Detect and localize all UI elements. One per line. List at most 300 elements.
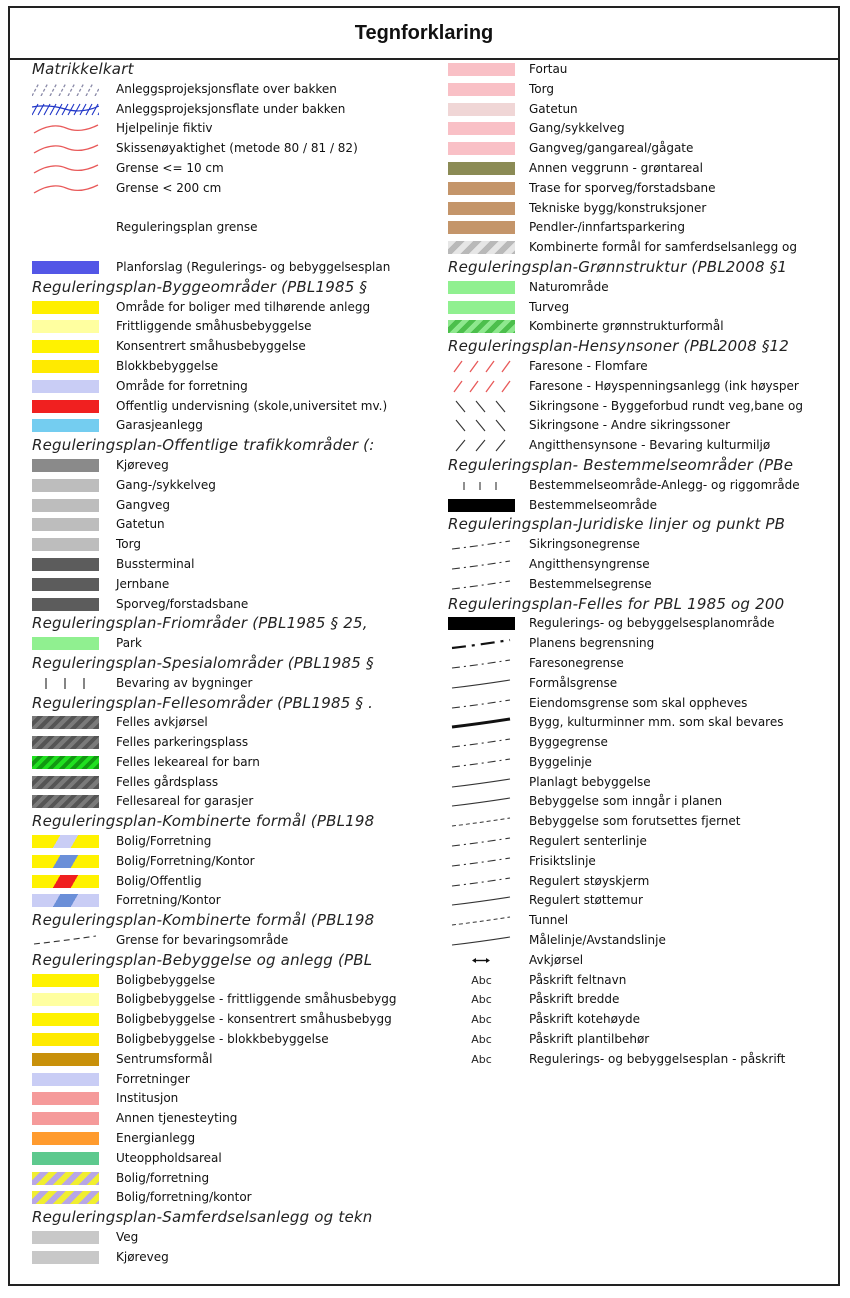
legend-line-symbol [32,122,99,135]
legend-item-bebyggelse-som-forutsettes-fjernet [438,812,840,832]
legend-item-label: Forretning/Kontor [116,893,221,908]
legend-swatch [32,578,99,591]
legend-line-symbol [448,716,515,729]
legend-item-kombinerte-gr-nnstrukturforma-l [438,317,840,337]
legend-line-symbol [448,479,515,492]
legend-item-garasjeanlegg [22,416,432,436]
legend-item-label: Faresone - Flomfare [529,358,648,373]
legend-swatch [32,301,99,314]
legend-section-heading: Matrikkelkart [32,60,134,78]
line-symbol-icon [448,657,515,670]
legend-item-label: Bevaring av bygninger [116,675,253,690]
legend-swatch [32,380,99,393]
legend-item-label: Angitthensynsone - Bevaring kulturmiljø [529,438,771,453]
legend-item-avkj-rsel [438,951,840,971]
legend-item-label: Område for boliger med tilhørende anlegg [116,299,371,314]
legend-section-heading: Reguleringsplan-Bebyggelse og anlegg (PBL [32,950,373,969]
legend-item-regulert-st-yskjerm [438,872,840,892]
legend-item-label: Avkjørsel [529,952,584,967]
legend-line-symbol [448,360,515,373]
legend-swatch [448,83,515,96]
legend-item-label: Påskrift kotehøyde [529,1012,641,1027]
legend-item-faresone-h-yspenningsanlegg-ink-h-ysper [438,377,840,397]
legend-item-label: Bolig/Forretning/Kontor [116,853,255,868]
line-symbol-icon [448,479,515,492]
line-symbol-icon [448,756,515,769]
line-symbol-icon [448,875,515,888]
legend-item-bolig-forretning-kontor [22,1188,432,1208]
legend-text-sample [448,1053,515,1066]
legend-item-label: Tekniske bygg/konstruksjoner [529,200,707,215]
legend-item-gangveg [22,496,432,516]
legend-text-sample [448,993,515,1006]
legend-item-label: Gang/sykkelveg [529,121,625,136]
legend-line-symbol [32,934,99,947]
line-symbol-icon [448,360,515,373]
legend-item-bevaring-av-bygninger [22,674,432,694]
legend-item-gangveg-gangareal-ga-gate [438,139,840,159]
line-symbol-icon [32,677,99,690]
legend-item-label: Kjøreveg [116,1249,169,1264]
legend-item-pa-skrift-feltnavn [438,971,840,991]
text-sample-label: Abc [471,973,492,987]
line-symbol-icon [32,83,99,96]
legend-item-trase-for-sporveg-forstadsbane [438,179,840,199]
legend-swatch [32,1092,99,1105]
legend-item-byggegrense [438,733,840,753]
legend-item-torg [438,80,840,100]
legend-item-label: Reguleringsplan grense [116,220,258,235]
legend-line-symbol [448,419,515,432]
legend-item-ma-lelinje-avstandslinje [438,931,840,951]
text-sample-label: Abc [471,1033,492,1047]
legend-item-fortau [438,60,840,80]
line-symbol-icon [32,934,99,947]
legend-swatch [448,182,515,195]
legend-section-heading: Reguleringsplan-Kombinerte formål (PBL198 [32,911,375,930]
legend-item-label: Boligbebyggelse - konsentrert småhusbebygg [116,1012,392,1027]
legend-line-symbol [448,637,515,650]
legend-item-label: Påskrift plantilbehør [529,1032,650,1047]
legend-line-symbol [448,756,515,769]
legend-item-gatetun [22,515,432,535]
legend-item-fellesareal-for-garasjer [22,792,432,812]
legend-item-label: Naturområde [529,279,609,294]
line-symbol-icon [448,815,515,828]
line-symbol-icon [32,162,99,175]
legend-item-hjelpelinje-fiktiv [22,119,432,139]
legend-item-gatetun [438,100,840,120]
legend-item-label: Institusjon [116,1091,179,1106]
legend-item-forretning-kontor [22,891,432,911]
legend-item-bussterminal [22,555,432,575]
legend-item-label: Faresonegrense [529,655,624,670]
legend-item-forma-lsgrense [438,674,840,694]
legend-item-label: Anleggsprojeksjonsflate over bakken [116,81,337,96]
line-symbol-icon [448,835,515,848]
legend-item-label: Forretninger [116,1071,190,1086]
legend-item-label: Byggegrense [529,735,608,750]
legend-section-heading: Reguleringsplan-Kombinerte formål (PBL198 [32,812,375,831]
text-sample-label: Abc [471,1052,492,1066]
legend-item-bestemmelseomra-de-anlegg-og-riggomra-de [438,476,840,496]
legend-swatch [32,598,99,611]
legend-section-heading: Reguleringsplan-Friområder (PBL1985 § 25, [32,614,368,633]
legend-item-energianlegg [22,1129,432,1149]
legend-item-bebyggelse-som-innga-r-i-planen [438,792,840,812]
legend-spacer [22,238,432,258]
legend-swatch [32,518,99,531]
legend-swatch [448,281,515,294]
line-symbol-icon [448,400,515,413]
legend-item-label: Bebyggelse som forutsettes fjernet [529,814,741,829]
legend-item-label: Boligbebyggelse - frittliggende småhusbebygg [116,992,397,1007]
legend-item-label: Torg [529,81,554,96]
legend-swatch [32,400,99,413]
line-symbol-icon [448,637,515,650]
legend-item-angitthensyngrense [438,555,840,575]
legend-item-label: Eiendomsgrense som skal oppheves [529,695,748,710]
legend-item-bestemmelsegrense [438,575,840,595]
legend-line-symbol [448,439,515,452]
legend-section-heading: Reguleringsplan-Felles for PBL 1985 og 200 [448,594,785,613]
legend-swatch [448,142,515,155]
legend-swatch [32,360,99,373]
legend-item-label: Bussterminal [116,556,195,571]
legend-item-omra-de-for-boliger-med-tilh-rende-anlegg [22,298,432,318]
legend-item-byggelinje [438,753,840,773]
legend-item-label: Bebyggelse som inngår i planen [529,794,723,809]
legend-item-label: Bolig/Offentlig [116,873,202,888]
legend-item-label: Konsentrert småhusbebyggelse [116,339,306,354]
line-symbol-icon [448,538,515,551]
legend-item-label: Blokkbebyggelse [116,358,219,373]
line-symbol-icon [448,380,515,393]
line-symbol-icon [448,894,515,907]
legend-hatch-swatch [32,1191,99,1204]
legend-line-symbol [448,934,515,947]
legend-item-frisiktslinje [438,852,840,872]
legend-item-label: Frittliggende småhusbebyggelse [116,319,312,334]
legend-line-symbol [448,795,515,808]
legend-column-right [438,60,840,1070]
legend-item-label: Boligbebyggelse [116,972,216,987]
legend-item-anleggsprojeksjonsflate-over-bakken [22,80,432,100]
legend-item-label: Sentrumsformål [116,1051,213,1066]
legend-empty-symbol [32,221,99,234]
legend-item-park [22,634,432,654]
legend-item-label: Hjelpelinje fiktiv [116,121,213,136]
legend-item-anleggsprojeksjonsflate-under-bakken [22,100,432,120]
legend-item-boligbebyggelse-blokkbebyggelse [22,1030,432,1050]
legend-item-label: Formålsgrense [529,675,618,690]
legend-section-heading: Reguleringsplan-Byggeområder (PBL1985 § [32,277,368,296]
legend-section-heading: Reguleringsplan-Spesialområder (PBL1985 § [32,653,374,672]
legend-item-faresonegrense [438,654,840,674]
legend-item-label: Gatetun [529,101,578,116]
legend-hatch-swatch [448,320,515,333]
legend-swatch [32,1152,99,1165]
legend-item-konsentrert-sma-husbebyggelse [22,337,432,357]
legend-frame [8,6,840,1286]
legend-item-bolig-forretning [22,832,432,852]
legend-item-label: Felles gårdsplass [116,774,219,789]
legend-item-label: Regulert støttemur [529,893,643,908]
legend-item-label: Torg [116,537,141,552]
legend-item-sikringsonegrense [438,535,840,555]
legend-swatch [448,617,515,630]
line-symbol-icon [448,439,515,452]
legend-item-label: Fellesareal for garasjer [116,794,254,809]
legend-item-grense-10-cm [22,159,432,179]
legend-item-label: Angitthensyngrense [529,556,650,571]
legend-line-symbol [448,736,515,749]
legend-line-symbol [448,657,515,670]
legend-item-label: Kjøreveg [116,457,169,472]
line-symbol-icon [448,578,515,591]
legend-item-label: Gatetun [116,517,165,532]
legend-item-label: Kombinerte formål for samferdselsanlegg og [529,240,798,255]
legend-item-label: Gangveg [116,497,170,512]
legend-item-annen-tjenesteyting [22,1109,432,1129]
text-sample-label: Abc [471,1013,492,1027]
legend-line-symbol [448,835,515,848]
legend-item-label: Anleggsprojeksjonsflate under bakken [116,101,346,116]
legend-item-skissen-yaktighet-metode-80-81-82 [22,139,432,159]
legend-line-symbol [448,697,515,710]
legend-item-label: Påskrift bredde [529,992,620,1007]
legend-item-boligbebyggelse-frittliggende-sma-husbebygg [22,990,432,1010]
legend-hatch-swatch [32,795,99,808]
legend-item-felles-parkeringsplass [22,733,432,753]
legend-swatch [32,459,99,472]
line-symbol-icon [448,716,515,729]
legend-section-heading: Reguleringsplan- Bestemmelseområder (PBe [448,455,794,474]
legend-item-naturomra-de [438,278,840,298]
legend-combo-swatch [32,894,99,907]
legend-section-heading: Reguleringsplan-Fellesområder (PBL1985 § . [32,693,374,712]
legend-item-blokkbebyggelse [22,357,432,377]
legend-hatch-swatch [32,776,99,789]
legend-item-label: Skissenøyaktighet (metode 80 / 81 / 82) [116,141,358,156]
text-sample-label: Abc [471,993,492,1007]
line-symbol-icon [448,558,515,571]
line-symbol-icon [448,419,515,432]
legend-line-symbol [448,875,515,888]
legend-column-left [22,60,432,1268]
legend-item-sentrumsforma-l [22,1050,432,1070]
legend-swatch [32,499,99,512]
legend-line-symbol [448,894,515,907]
legend-item-label: Område for forretning [116,378,248,393]
legend-line-symbol [448,815,515,828]
legend-item-bygg-kulturminner-mm-som-skal-bevares [438,713,840,733]
legend-item-offentlig-undervisning-skole-universitet-mv [22,397,432,417]
legend-item-label: Offentlig undervisning (skole,universitet mv.) [116,398,388,413]
legend-line-symbol [32,142,99,155]
legend-item-tekniske-bygg-konstruksjoner [438,199,840,219]
legend-item-label: Bestemmelseområde-Anlegg- og riggområde [529,477,800,492]
legend-line-symbol [448,776,515,789]
legend-item-bolig-offentlig [22,872,432,892]
legend-item-gang-sykkelveg [22,476,432,496]
legend-item-label: Garasjeanlegg [116,418,203,433]
legend-item-grense-for-bevaringsomra-de [22,931,432,951]
legend-item-label: Gang-/sykkelveg [116,477,216,492]
legend-section-heading: Reguleringsplan-Juridiske linjer og punkt PB [448,515,786,534]
legend-line-symbol [448,538,515,551]
legend-item-label: Felles parkeringsplass [116,735,249,750]
legend-item-pa-skrift-plantilbeh-r [438,1030,840,1050]
legend-item-label: Kombinerte grønnstrukturformål [529,319,724,334]
legend-item-torg [22,535,432,555]
legend-line-symbol [448,578,515,591]
legend-item-label: Bolig/forretning [116,1170,210,1185]
legend-item-eiendomsgrense-som-skal-oppheves [438,694,840,714]
line-symbol-icon [448,855,515,868]
legend-spacer [22,199,432,219]
legend-swatch [32,538,99,551]
legend-section-heading: Reguleringsplan-Hensynsoner (PBL2008 §12 [448,337,790,356]
line-symbol-icon [448,934,515,947]
legend-line-symbol [448,855,515,868]
legend-item-kombinerte-forma-l-for-samferdselsanlegg-og [438,238,840,258]
line-symbol-icon [448,736,515,749]
legend-item-felles-lekeareal-for-barn [22,753,432,773]
legend-item-regulerings-og-bebyggelsesplan-pa-skrift [438,1050,840,1070]
legend-item-label: Planens begrensning [529,636,655,651]
legend-line-symbol [32,103,99,116]
legend-item-boligbebyggelse [22,971,432,991]
legend-item-label: Regulerings- og bebyggelsesplanområde [529,616,775,631]
legend-line-symbol [448,914,515,927]
legend-item-label: Annen veggrunn - grøntareal [529,160,703,175]
legend-item-tunnel [438,911,840,931]
legend-item-label: Pendler-/innfartsparkering [529,220,685,235]
legend-item-bestemmelseomra-de [438,496,840,516]
legend-item-gang-sykkelveg [438,119,840,139]
legend-item-pa-skrift-koteh-yde [438,1010,840,1030]
line-symbol-icon [32,142,99,155]
legend-item-uteoppholdsareal [22,1149,432,1169]
legend-item-label: Frisiktslinje [529,853,596,868]
legend-item-label: Planforslag (Regulerings- og bebyggelsesplan [116,259,391,274]
legend-hatch-swatch [32,736,99,749]
legend-swatch [32,1231,99,1244]
legend-swatch [32,637,99,650]
legend-item-grense-200-cm [22,179,432,199]
legend-hatch-swatch [32,756,99,769]
legend-item-planforslag-regulerings-og-bebyggelsesplan [22,258,432,278]
legend-item-label: Bestemmelseområde [529,497,658,512]
legend-item-label: Turveg [529,299,570,314]
legend-item-label: Bolig/forretning/kontor [116,1190,252,1205]
legend-item-label: Energianlegg [116,1131,196,1146]
legend-item-label: Fortau [529,62,568,76]
legend-item-label: Gangveg/gangareal/gågate [529,141,694,156]
legend-item-bolig-forretning-kontor [22,852,432,872]
legend-item-planens-begrensning [438,634,840,654]
legend-item-regulert-senterlinje [438,832,840,852]
legend-item-felles-ga-rdsplass [22,773,432,793]
legend-swatch [32,1013,99,1026]
legend-item-sporveg-forstadsbane [22,595,432,615]
legend-swatch [32,1033,99,1046]
legend-item-felles-avkj-rsel [22,713,432,733]
legend-item-label: Grense for bevaringsområde [116,933,289,948]
legend-item-label: Sikringsone - Andre sikringssoner [529,418,731,433]
legend-item-boligbebyggelse-konsentrert-sma-husbebygg [22,1010,432,1030]
legend-swatch [32,320,99,333]
legend-item-label: Regulerings- og bebyggelsesplan - påskrift [529,1051,786,1066]
legend-title: Tegnforklaring [10,8,838,60]
legend-swatch [32,479,99,492]
legend-swatch [448,63,515,76]
legend-item-label: Målelinje/Avstandslinje [529,933,666,948]
legend-item-frittliggende-sma-husbebyggelse [22,317,432,337]
legend-item-faresone-flomfare [438,357,840,377]
legend-item-label: Påskrift feltnavn [529,972,627,987]
legend-item-label: Uteoppholdsareal [116,1150,222,1165]
legend-line-symbol [448,380,515,393]
legend-item-forretninger [22,1070,432,1090]
legend-item-pendler-innfartsparkering [438,218,840,238]
legend-swatch [448,202,515,215]
line-symbol-icon [448,914,515,927]
legend-item-label: Sikringsone - Byggeforbud rundt veg,bane og [529,398,803,413]
legend-section-heading: Reguleringsplan-Grønnstruktur (PBL2008 §1 [448,257,788,276]
legend-hatch-swatch [448,241,515,254]
legend-line-symbol [32,162,99,175]
legend-swatch [32,558,99,571]
legend-line-symbol [32,677,99,690]
legend-item-turveg [438,298,840,318]
legend-swatch [32,261,99,274]
legend-text-sample [448,1013,515,1026]
legend-swatch [32,340,99,353]
legend-line-symbol [32,83,99,96]
legend-line-symbol [448,954,515,967]
legend-section-heading: Reguleringsplan-Samferdselsanlegg og tekn [32,1208,373,1227]
legend-item-label: Faresone - Høyspenningsanlegg (ink høysper [529,378,799,393]
legend-line-symbol [448,677,515,690]
legend-item-label: Felles lekeareal for barn [116,754,260,769]
legend-item-label: Grense <= 10 cm [116,160,224,175]
legend-item-label: Boligbebyggelse - blokkbebyggelse [116,1032,329,1047]
legend-item-omra-de-for-forretning [22,377,432,397]
legend-item-label: Bestemmelsegrense [529,576,652,591]
legend-swatch [32,1132,99,1145]
legend-text-sample [448,974,515,987]
legend-item-pa-skrift-bredde [438,990,840,1010]
legend-item-label: Regulert senterlinje [529,834,647,849]
legend-combo-swatch [32,875,99,888]
legend-item-label: Byggelinje [529,754,592,769]
legend-item-label: Sikringsonegrense [529,537,640,552]
line-symbol-icon [448,776,515,789]
legend-item-label: Tunnel [529,913,569,928]
legend-item-label: Sporveg/forstadsbane [116,596,249,611]
legend-item-label: Grense < 200 cm [116,180,222,195]
legend-hatch-swatch [32,716,99,729]
legend-item-kj-reveg [22,456,432,476]
legend-swatch [448,162,515,175]
legend-item-label: Trase for sporveg/forstadsbane [529,180,716,195]
legend-item-label: Veg [116,1230,139,1245]
legend-swatch [448,301,515,314]
legend-section-heading: Reguleringsplan-Offentlige trafikkområder (: [32,436,375,455]
legend-item-jernbane [22,575,432,595]
